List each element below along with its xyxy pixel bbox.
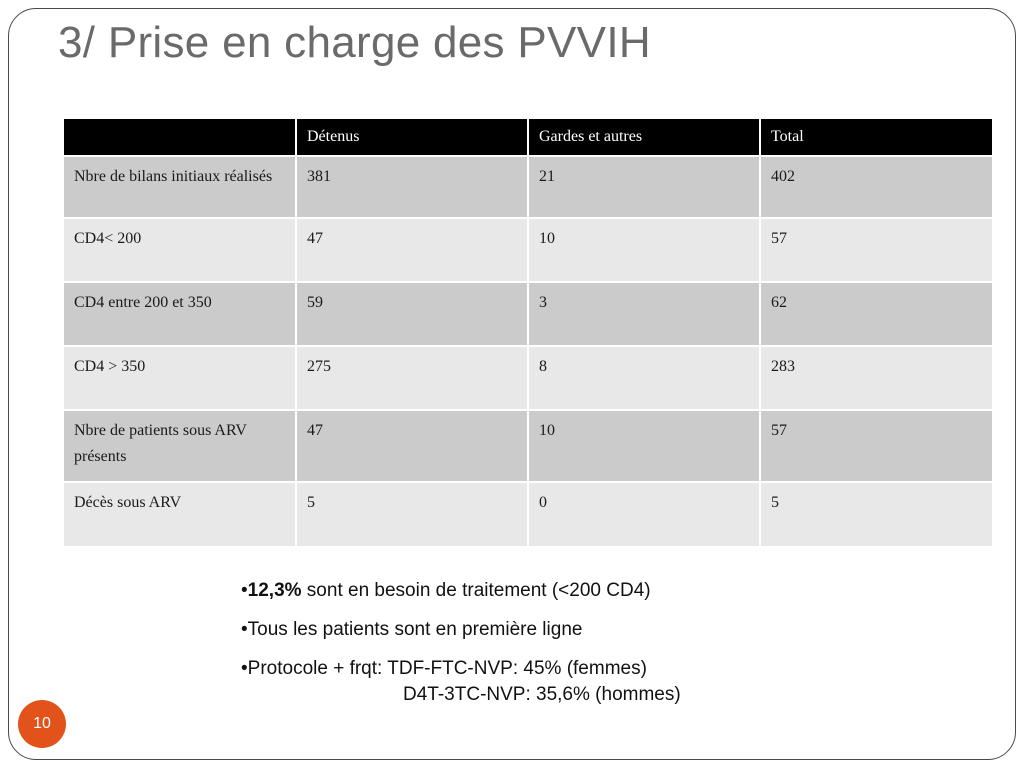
cell-detenus: 47 [296,410,528,482]
bullet-protocol-line1: •Protocole + frqt: TDF-FTC-NVP: 45% (femmes) [241,658,647,679]
cell-gardes: 8 [528,346,760,410]
table-row [64,346,992,410]
cell-detenus: 47 [296,218,528,282]
bullet-item-treatment-need [241,580,681,602]
slide-title: 3/ Prise en charge des PVVIH [58,18,651,67]
row-label: Nbre de patients sous ARV présents [64,410,296,482]
bullet-marker: • [241,580,248,601]
cell-gardes: 3 [528,282,760,346]
cell-detenus: 5 [296,482,528,546]
table-row [64,218,992,282]
header-cell-gardes: Gardes et autres [528,119,760,156]
row-label: CD4 > 350 [64,346,296,410]
header-cell-detenus: Détenus [296,119,528,156]
table-row [64,156,992,218]
table-row [64,410,992,482]
bullet-protocol-line2: D4T-3TC-NVP: 35,6% (hommes) [403,684,681,705]
cell-total: 62 [760,282,992,346]
row-label: CD4< 200 [64,218,296,282]
table-row [64,482,992,546]
cell-total: 57 [760,410,992,482]
table-header-row [64,119,992,156]
cell-detenus: 275 [296,346,528,410]
header-cell-empty [64,119,296,156]
page-number-badge: 10 [18,700,66,748]
cell-detenus: 381 [296,156,528,218]
cell-gardes: 10 [528,410,760,482]
cell-total: 57 [760,218,992,282]
cell-gardes: 0 [528,482,760,546]
cell-detenus: 59 [296,282,528,346]
row-label: Décès sous ARV [64,482,296,546]
bullet-highlight-percent: 12,3% [247,580,302,601]
bullet-list [241,580,681,723]
cell-gardes: 10 [528,218,760,282]
bullet-item-protocol [241,658,681,706]
cell-total: 402 [760,156,992,218]
bullet-item-first-line: •Tous les patients sont en première ligne [241,619,583,640]
header-cell-total: Total [760,119,992,156]
cell-total: 5 [760,482,992,546]
cell-gardes: 21 [528,156,760,218]
row-label: Nbre de bilans initiaux réalisés [64,156,296,218]
bullet-text: sont en besoin de traitement (<200 CD4) [301,580,651,601]
row-label: CD4 entre 200 et 350 [64,282,296,346]
cell-total: 283 [760,346,992,410]
data-table [64,119,992,546]
table-row [64,282,992,346]
